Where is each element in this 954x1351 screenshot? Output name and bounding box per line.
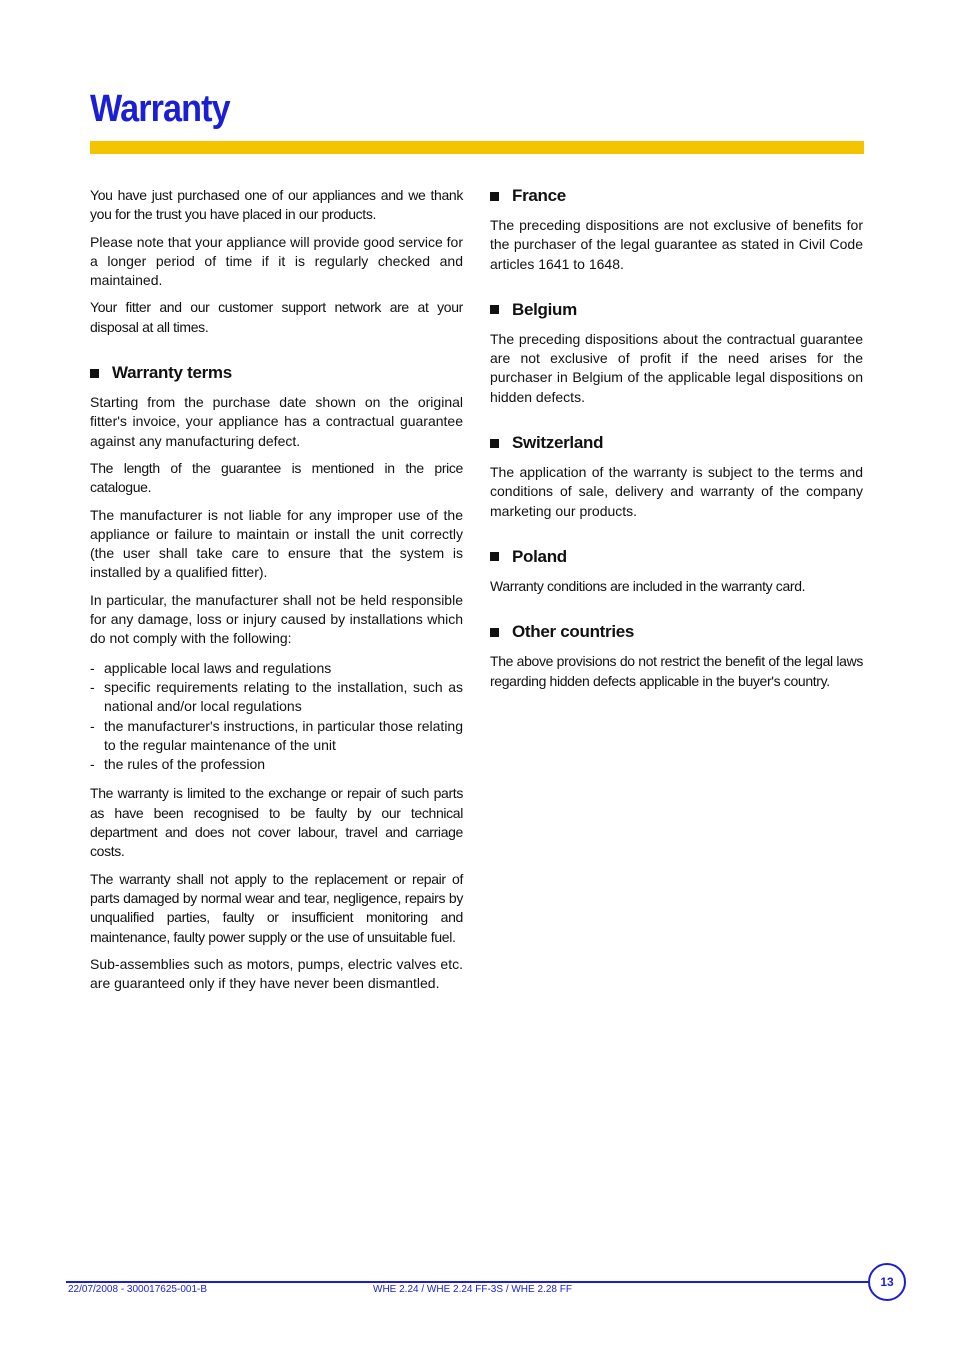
section-heading-text: Poland bbox=[512, 546, 567, 566]
requirements-list bbox=[90, 659, 463, 775]
section-heading-poland bbox=[490, 547, 863, 567]
section-paragraph: The preceding dispositions about the contractual guarantee are not exclusive of profit if the need arises for the purchaser in Belgium of the applicable legal dispositions on hidden defects. bbox=[490, 330, 863, 405]
square-bullet-icon bbox=[490, 552, 499, 561]
page-number-badge: 13 bbox=[868, 1263, 906, 1301]
section-heading-france bbox=[490, 186, 863, 206]
terms-paragraph: In particular, the manufacturer shall not be held responsible for any damage, loss or injury caused by installations which do not comply with the following: bbox=[90, 591, 463, 647]
section-heading-belgium bbox=[490, 300, 863, 320]
left-column bbox=[90, 186, 463, 1001]
terms-paragraph: Starting from the purchase date shown on the original fitter's invoice, your appliance has a contractual guarantee against any manufacturing defect. bbox=[90, 394, 463, 449]
footer-rule bbox=[66, 1281, 870, 1283]
footer-model-list: WHE 2.24 / WHE 2.24 FF-3S / WHE 2.28 FF bbox=[373, 1284, 572, 1295]
section-paragraph: The preceding dispositions are not exclusive of benefits for the purchaser of the legal guarantee as stated in Civil Code articles 1641 to 1648. bbox=[490, 217, 863, 272]
section-heading-switzerland bbox=[490, 433, 863, 453]
square-bullet-icon bbox=[90, 369, 99, 378]
square-bullet-icon bbox=[490, 628, 499, 637]
section-paragraph: The above provisions do not restrict the benefit of the legal laws regarding hidden defects applicable in the buyer's country. bbox=[490, 653, 863, 689]
list-item: - applicable local laws and regulations bbox=[90, 659, 463, 678]
right-column bbox=[490, 186, 863, 699]
terms-paragraph: The length of the guarantee is mentioned in the price catalogue. bbox=[90, 459, 463, 496]
intro-paragraph: Please note that your appliance will provide good service for a longer period of time if it is regularly checked and maintained. bbox=[90, 233, 463, 289]
closing-paragraph: Sub-assemblies such as motors, pumps, electric valves etc. are guaranteed only if they have never been dismantled. bbox=[90, 955, 463, 992]
section-heading-text: France bbox=[512, 186, 566, 205]
list-item: - the manufacturer's instructions, in particular those relating to the regular maintenance of the unit bbox=[90, 717, 463, 756]
section-heading-text: Switzerland bbox=[512, 433, 604, 453]
title-underline-bar bbox=[90, 141, 864, 154]
closing-paragraph: The warranty is limited to the exchange or repair of such parts as have been recognised to be faulty by our technical department and does not cover labour, travel and carriage costs. bbox=[90, 785, 463, 860]
intro-paragraph: You have just purchased one of our appliances and we thank you for the trust you have placed in our products. bbox=[90, 187, 463, 223]
square-bullet-icon bbox=[490, 439, 499, 448]
section-paragraph: Warranty conditions are included in the warranty card. bbox=[490, 577, 806, 594]
section-heading-text: Warranty terms bbox=[112, 363, 232, 383]
section-heading-text: Belgium bbox=[512, 299, 577, 319]
footer-document-reference: 22/07/2008 - 300017625-001-B bbox=[68, 1284, 208, 1295]
page-title: Warranty bbox=[90, 88, 230, 130]
closing-paragraph: The warranty shall not apply to the replacement or repair of parts damaged by normal wear and tear, negligence, repairs by unqualified parties, faulty or insufficient monitoring and maintenance, faulty power supply or the use of unsuitable fuel. bbox=[90, 870, 463, 945]
section-heading-warranty-terms bbox=[90, 363, 463, 383]
section-heading-text: Other countries bbox=[512, 622, 635, 642]
list-item: - specific requirements relating to the installation, such as national and/or local regulations bbox=[90, 678, 463, 717]
list-item: - the rules of the profession bbox=[90, 755, 463, 774]
section-paragraph: The application of the warranty is subject to the terms and conditions of sale, delivery and warranty of the company marketing our products. bbox=[490, 464, 863, 519]
intro-paragraph: Your fitter and our customer support network are at your disposal at all times. bbox=[90, 299, 463, 335]
section-heading-other-countries bbox=[490, 622, 863, 642]
square-bullet-icon bbox=[490, 192, 499, 201]
terms-paragraph: The manufacturer is not liable for any improper use of the appliance or failure to maintain or install the unit correctly (the user shall take care to ensure that the system is installed by a qualified fitter). bbox=[90, 506, 463, 581]
square-bullet-icon bbox=[490, 305, 499, 314]
